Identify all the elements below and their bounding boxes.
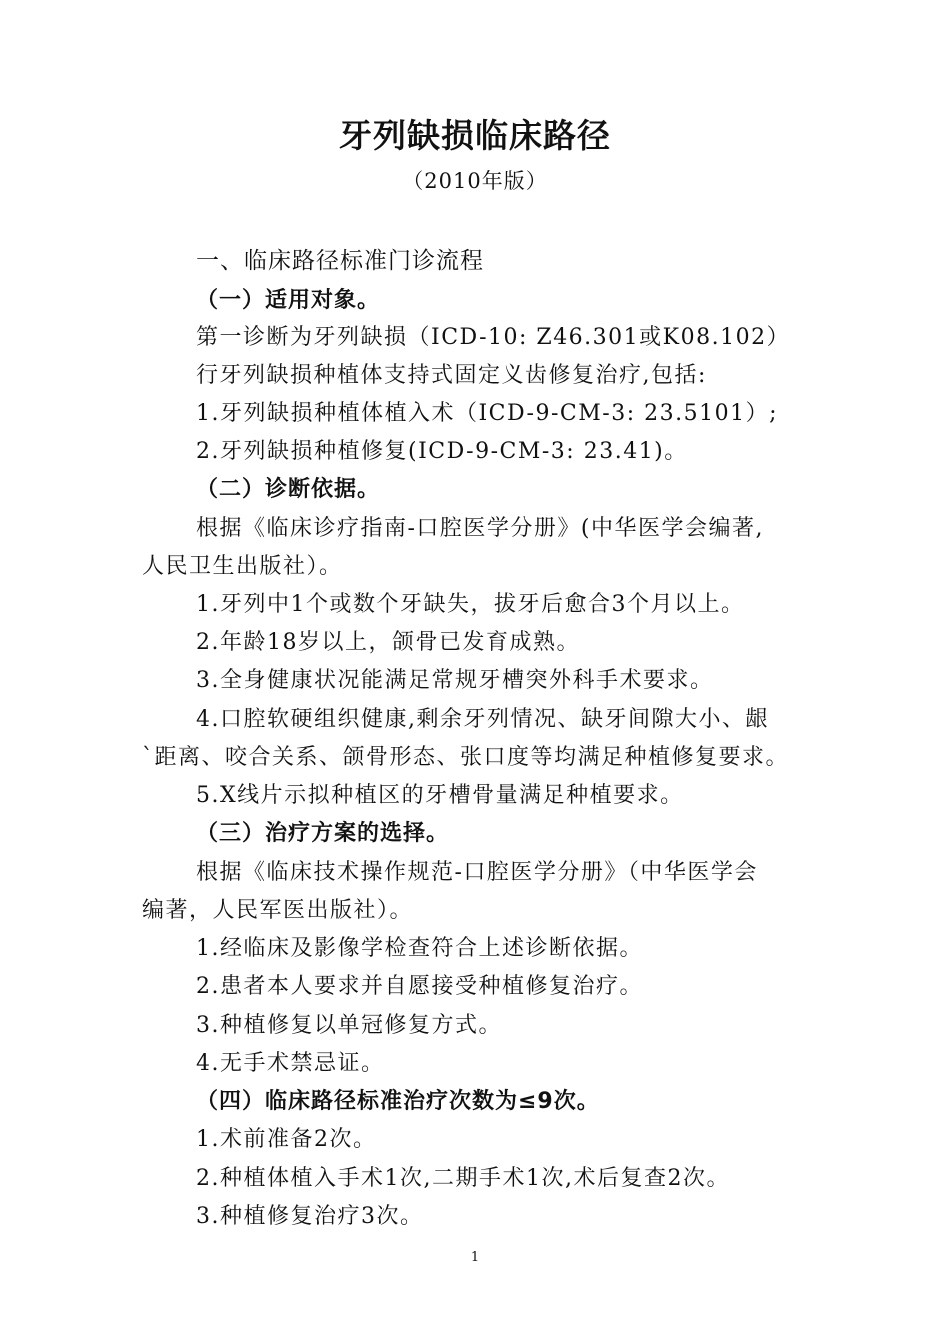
paragraph-line: 编著，人民军医出版社）。 <box>142 898 414 923</box>
list-item: 2.牙列缺损种植修复(ICD-9-CM-3: 23.41)。 <box>196 439 688 464</box>
paragraph-line: `距离、咬合关系、颌骨形态、张口度等均满足种植修复要求。 <box>142 745 790 770</box>
list-item: 3.种植修复治疗3次。 <box>196 1204 424 1229</box>
list-item: 3.种植修复以单冠修复方式。 <box>196 1013 502 1038</box>
list-item: 1.经临床及影像学检查符合上述诊断依据。 <box>196 936 643 961</box>
list-item: 2.种植体植入手术1次,二期手术1次,术后复查2次。 <box>196 1166 730 1191</box>
page-number: 1 <box>470 1250 480 1265</box>
paragraph-line: 人民卫生出版社）。 <box>142 554 343 579</box>
list-item: 5.X线片示拟种植区的牙槽骨量满足种植要求。 <box>196 783 684 808</box>
list-item: 2.患者本人要求并自愿接受种植修复治疗。 <box>196 974 643 999</box>
paragraph-line: 根据《临床技术操作规范-口腔医学分册》（中华医学会 <box>196 860 758 885</box>
list-item: 1.术前准备2次。 <box>196 1127 377 1152</box>
paragraph-line: 根据《临床诊疗指南-口腔医学分册》(中华医学会编著, <box>196 516 765 541</box>
list-item: 1.牙列中1个或数个牙缺失，拔牙后愈合3个月以上。 <box>196 592 745 617</box>
document-title: 牙列缺损临床路径 <box>339 116 611 155</box>
subsection-heading: （三）治疗方案的选择。 <box>196 821 450 846</box>
list-item: 3.全身健康状况能满足常规牙槽突外科手术要求。 <box>196 668 714 693</box>
subsection-heading: （四）临床路径标准治疗次数为≤9次。 <box>196 1089 600 1114</box>
subsection-heading: （一）适用对象。 <box>196 288 381 313</box>
list-item: 4.口腔软硬组织健康,剩余牙列情况、缺牙间隙大小、龈 <box>196 707 769 732</box>
list-item: 1.牙列缺损种植体植入术（ICD-9-CM-3: 23.5101）; <box>196 401 779 426</box>
edition-label: （2010年版） <box>402 169 548 193</box>
list-item: 2.年龄18岁以上，颌骨已发育成熟。 <box>196 630 580 655</box>
paragraph-line: 行牙列缺损种植体支持式固定义齿修复治疗,包括: <box>196 363 707 388</box>
subsection-heading: （二）诊断依据。 <box>196 477 381 502</box>
section-heading: 一、临床路径标准门诊流程 <box>196 248 484 274</box>
list-item: 4.无手术禁忌证。 <box>196 1051 385 1076</box>
paragraph-line: 第一诊断为牙列缺损（ICD-10: Z46.301或K08.102） <box>196 325 791 350</box>
